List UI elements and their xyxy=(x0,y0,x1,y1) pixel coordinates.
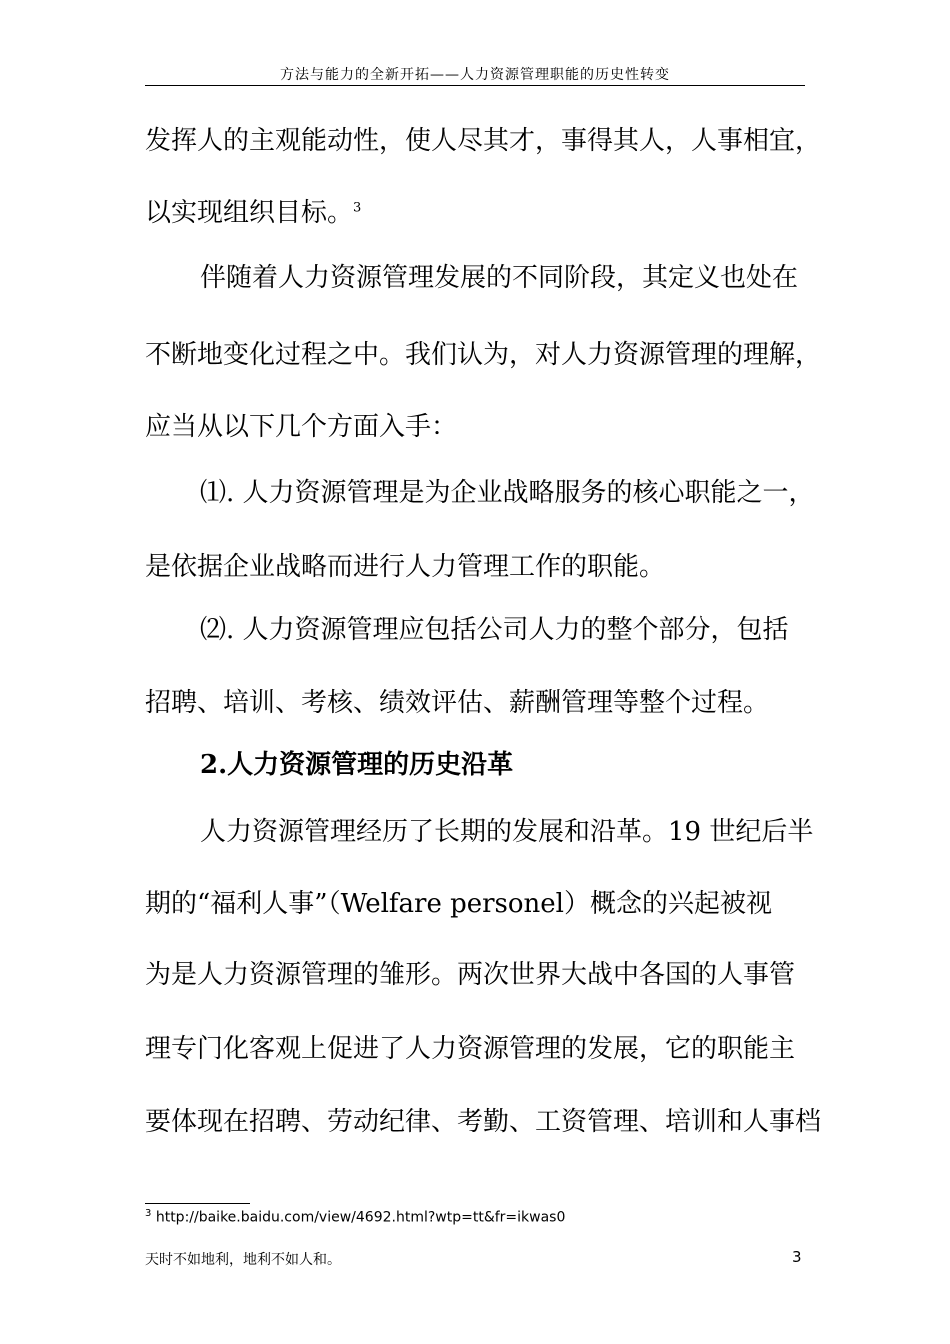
body-line: 人力资源管理经历了长期的发展和沿革。19 世纪后半 xyxy=(200,817,814,847)
footnote-link[interactable]: http://baike.baidu.com/view/4692.html?wtp=tt&fr=ikwas0 xyxy=(151,1209,566,1226)
body-line: 以实现组织目标。$^3$ xyxy=(145,198,362,228)
body-line: 为是人力资源管理的雏形。两次世界大战中各国的人事管 xyxy=(145,960,796,990)
body-line: 招聘、培训、考核、绩效评估、薪酬管理等整个过程。 xyxy=(145,688,770,718)
page-number: 3 xyxy=(792,1248,802,1266)
footnote xyxy=(145,1208,565,1226)
footnote-reference[interactable]: 3 xyxy=(353,200,362,216)
list-item-1: ⑴. 人力资源管理是为企业战略服务的核心职能之一， xyxy=(200,478,815,508)
body-line: 是依据企业战略而进行人力管理工作的职能。 xyxy=(145,552,666,582)
body-line: 伴随着人力资源管理发展的不同阶段，其定义也处在 xyxy=(200,263,799,293)
body-line: 发挥人的主观能动性，使人尽其才，事得其人，人事相宜， xyxy=(145,126,822,156)
section-heading: 2.人力资源管理的历史沿革 xyxy=(200,750,514,780)
body-line: 期的“福利人事”（Welfare personel）概念的兴起被视 xyxy=(145,889,772,919)
list-item-2: ⑵. 人力资源管理应包括公司人力的整个部分，包括 xyxy=(200,615,789,645)
body-line: 不断地变化过程之中。我们认为，对人力资源管理的理解， xyxy=(145,340,822,370)
body-line: 理专门化客观上促进了人力资源管理的发展，它的职能主 xyxy=(145,1034,796,1064)
footer-motto: 天时不如地利，地利不如人和。 xyxy=(145,1252,341,1268)
header-rule xyxy=(145,85,805,86)
running-header: 方法与能力的全新开拓——人力资源管理职能的历史性转变 xyxy=(280,67,670,83)
footnote-rule xyxy=(145,1203,250,1204)
body-line: 应当从以下几个方面入手： xyxy=(145,412,458,442)
body-line: 要体现在招聘、劳动纪律、考勤、工资管理、培训和人事档 xyxy=(145,1107,822,1137)
footnote-marker: 3 xyxy=(145,1208,152,1219)
